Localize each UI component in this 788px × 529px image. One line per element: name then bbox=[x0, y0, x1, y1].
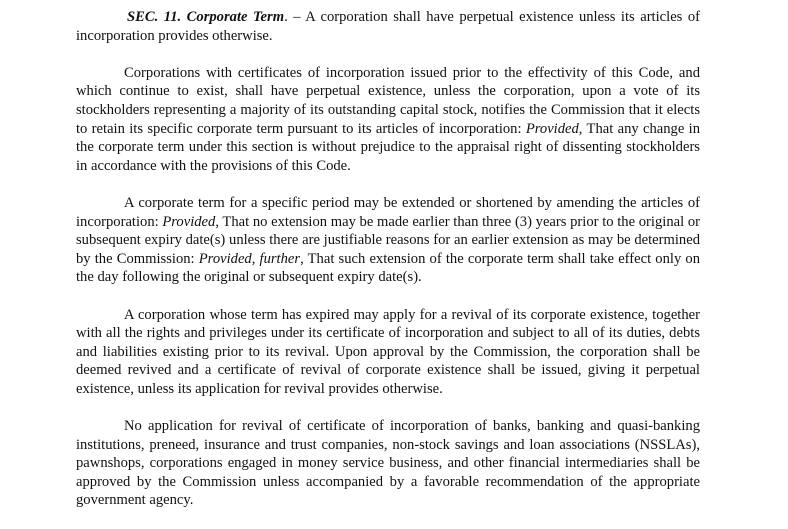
proviso-text: Provided bbox=[162, 213, 216, 230]
section-paragraph-1 bbox=[76, 8, 700, 45]
proviso-text: Provided, further bbox=[198, 250, 301, 267]
paragraph-text: A corporate term for a specific period may be extended or shortened by amending the articles of incorporation: bbox=[76, 194, 700, 230]
document-page bbox=[76, 8, 700, 529]
section-paragraph-2 bbox=[76, 64, 700, 176]
proviso-text: Provided, bbox=[525, 120, 583, 137]
paragraph-text: Corporations with certificates of incorporation issued prior to the effectivity of this Code, and which continue to exist, shall have perpetual existence, unless the corporation, upon a vote of its stockholders representing a majority of its outstanding capital stock, notifies the Commission that it elects to retain its specific corporate term pursuant to its articles of incorporation: bbox=[76, 64, 700, 137]
section-heading: SEC. 11. Corporate Term bbox=[127, 9, 285, 25]
paragraph-text: , That such extension of the corporate term shall take effect only on the day following the original or subsequent expiry date(s). bbox=[76, 250, 700, 286]
section-paragraph-5 bbox=[76, 417, 700, 510]
paragraph-text: , That no extension may be made earlier than three (3) years prior to the original or subsequent expiry date(s) unless there are justifiable reasons for an earlier extension as may be determined by the Commission: bbox=[76, 213, 700, 267]
section-paragraph-4 bbox=[76, 306, 700, 399]
paragraph-text: No application for revival of certificate of incorporation of banks, banking and quasi-banking institutions, preneed, insurance and trust companies, non-stock savings and loan associations (NSSLAs), pawnshops, corporations engaged in money service business, and other financial intermediaries shall be approved by the Commission unless accompanied by a favorable recommendation of the appropriate government agency. bbox=[76, 418, 700, 509]
section-intro-text: A corporation shall have perpetual existence unless its articles of incorporation provides otherwise. bbox=[76, 9, 701, 44]
paragraph-text: That any change in the corporate term under this section is without prejudice to the appraisal right of dissenting stockholders in accordance with the provisions of this Code. bbox=[76, 120, 700, 174]
heading-separator: . – bbox=[284, 9, 306, 25]
paragraph-text: A corporation whose term has expired may apply for a revival of its corporate existence, together with all the rights and privileges under its certificate of incorporation and subject to all of its duties, debts and liabilities existing prior to its revival. Upon approval by the Commission, the corporation shall be deemed revived and a certificate of revival of corporate existence shall be issued, giving it perpetual existence, unless its application for revival provides otherwise. bbox=[76, 306, 700, 397]
section-paragraph-3 bbox=[76, 194, 700, 287]
